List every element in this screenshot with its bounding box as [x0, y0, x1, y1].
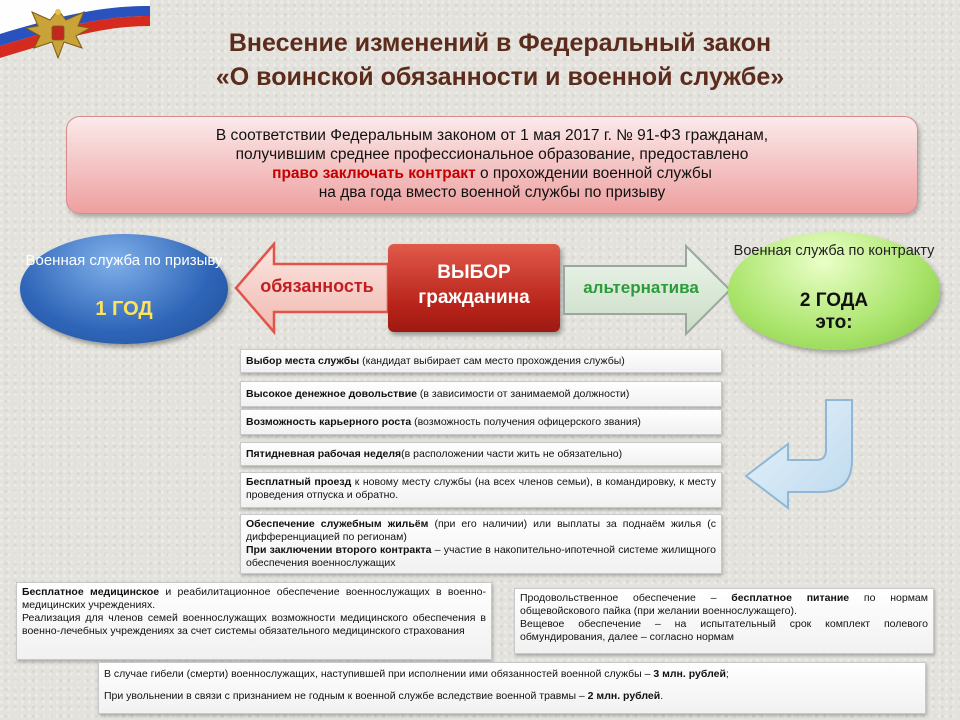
- title-line-2: «О воинской обязанности и военной службе»: [215, 63, 785, 91]
- benefit-housing-part-2: [246, 544, 716, 570]
- benefit-death-text: В случае гибели (смерти) военнослужащих, наступившей при исполнении ими обязанностей военной службы –: [104, 668, 654, 680]
- choice-line-1: ВЫБОР: [437, 262, 511, 283]
- citizen-choice-box: [388, 244, 560, 332]
- conscription-value: 1 ГОД: [95, 298, 153, 320]
- contract-title: Военная служба по контракту: [733, 243, 935, 259]
- benefit-housing: [240, 514, 722, 574]
- benefit-workweek-title: Пятидневная рабочая неделя: [246, 448, 402, 460]
- benefit-clothing: Вещевое обеспечение – на испытательный срок комплект полевого обмундирования, далее – согласно нормам: [520, 618, 928, 643]
- benefit-death-payment: [104, 667, 920, 681]
- page-title: [140, 26, 860, 94]
- benefit-mortgage-text: – участие в накопительно-ипотечной системе жилищного обеспечения военнослужащих: [246, 544, 716, 569]
- contract-value-line-2: это:: [815, 312, 853, 333]
- benefit-food-title: бесплатное питание: [731, 592, 850, 604]
- benefit-injury-end: .: [660, 690, 664, 702]
- benefit-food: [520, 592, 928, 618]
- intro-line-1: В соответствии Федеральным законом от 1 мая 2017 г. № 91-ФЗ гражданам,: [215, 127, 769, 144]
- benefit-workweek-text: (в расположении части жить не обязательно): [401, 448, 623, 460]
- benefit-housing-part-1: [246, 518, 716, 544]
- benefit-injury-amount: 2 млн. рублей: [587, 690, 661, 702]
- benefit-insurance: [98, 662, 926, 714]
- contract-oval: [728, 232, 940, 350]
- benefit-medical-part-2: Реализация для членов семей военнослужащих возможности медицинского обеспечения в военно-лечебных учреждениях за счет системы обязательного медицинского страхования: [22, 612, 486, 637]
- military-emblem-icon: [22, 4, 94, 64]
- duty-label: обязанность: [260, 276, 374, 296]
- benefit-injury-payment: [104, 689, 920, 703]
- choice-line-2: гражданина: [418, 287, 530, 308]
- benefit-workweek: [240, 442, 722, 466]
- benefit-duty-station-title: Выбор места службы: [246, 355, 360, 367]
- intro-highlight: право заключать контракт: [272, 165, 476, 182]
- intro-line-3: [67, 164, 917, 183]
- benefit-travel-title: Бесплатный проезд: [246, 476, 352, 488]
- conscription-oval: [20, 234, 228, 344]
- benefit-duty-station: [240, 349, 722, 373]
- intro-line-4: на два года вместо военной службы по призыву: [318, 184, 666, 201]
- contract-value-line-1: 2 ГОДА: [799, 290, 869, 311]
- benefit-career: [240, 409, 722, 435]
- contract-value: [728, 290, 940, 334]
- benefit-death-end: ;: [725, 668, 729, 680]
- conscription-title: Военная служба по призыву: [25, 252, 223, 269]
- benefit-injury-text: При увольнении в связи с признанием не годным к военной службе вследствие военной травмы –: [104, 690, 588, 702]
- benefit-mortgage-title: При заключении второго контракта: [246, 544, 432, 556]
- benefit-food-text: по нормам общевойскового пайка (при желании военнослужащего).: [520, 592, 928, 617]
- benefit-medical-part-1: [22, 586, 486, 612]
- benefit-travel-text: к новому месту службы (на всех членов семьи), в командировку, к месту проведения отпуска и обратно.: [246, 476, 716, 501]
- benefit-medical: [16, 582, 492, 660]
- benefit-housing-title: Обеспечение служебным жильём: [246, 518, 429, 530]
- benefit-salary-text: (в зависимости от занимаемой должности): [417, 388, 630, 400]
- benefit-salary-title: Высокое денежное довольствие: [246, 388, 417, 400]
- alternative-label: альтернатива: [583, 278, 699, 297]
- benefit-salary: [240, 381, 722, 407]
- intro-line-2: получившим среднее профессиональное образование, предоставлено: [235, 146, 749, 163]
- benefit-duty-station-text: (кандидат выбирает сам место прохождения службы): [359, 355, 625, 367]
- benefit-travel: [240, 472, 722, 508]
- benefit-medical-title: Бесплатное медицинское: [22, 586, 160, 598]
- benefit-career-title: Возможность карьерного роста: [246, 416, 412, 428]
- benefit-career-text: (возможность получения офицерского звания): [411, 416, 641, 428]
- benefit-medical-text: и реабилитационное обеспечение военнослужащих в военно-медицинских учреждениях.: [22, 586, 486, 611]
- intro-box: [66, 116, 918, 214]
- benefit-food-pre: Продовольственное обеспечение –: [520, 592, 732, 604]
- intro-line-3-rest: о прохождении военной службы: [475, 165, 712, 182]
- title-line-1: Внесение изменений в Федеральный закон: [228, 29, 772, 57]
- benefit-death-amount: 3 млн. рублей: [653, 668, 726, 680]
- curved-arrow-icon: [740, 396, 880, 512]
- benefit-housing-text: (при его наличии) или выплаты за поднаём жилья (с дифференциацией по регионам): [246, 518, 716, 543]
- benefit-food-clothing: [514, 588, 934, 654]
